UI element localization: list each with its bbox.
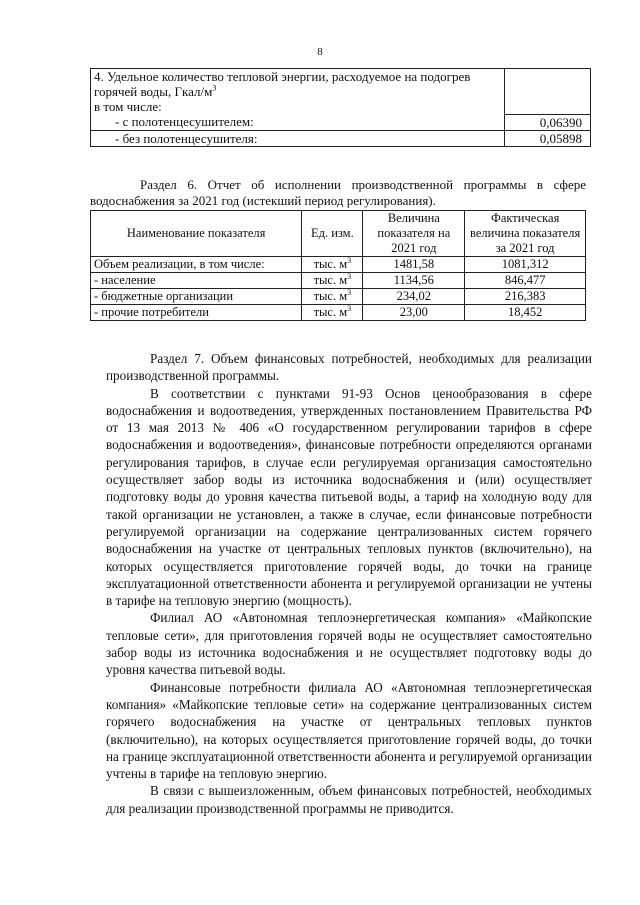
row-fact: 18,452 xyxy=(465,305,586,321)
paragraph: В связи с вышеизложенным, объем финансовых потребностей, необходимых для реализации производственной программы не приводится. xyxy=(106,783,592,816)
row-unit: тыс. $м^3$ xyxy=(302,273,363,289)
row-fact: 846,477 xyxy=(465,273,586,289)
table1-title-sup: 3 xyxy=(212,83,217,93)
row-plan: 23,00 xyxy=(363,305,465,321)
header-unit: Ед. изм. xyxy=(302,211,363,257)
table1-value: 0,05898 xyxy=(505,130,591,146)
table1-including: в том числе: xyxy=(91,99,505,114)
header-fact: Фактическая величина показателя за 2021 год xyxy=(465,211,586,257)
paragraph: В соответствии с пунктами 91-93 Основ ценообразования в сфере водоснабжения и водоотведения, утвержденных постановлением Правительства РФ от 13 мая 2013 № 406 «О государственном регулировании тарифов в сфере водоснабжения и водоотведения», финансовые потребности определяются органами регулирования тарифов, в случае если регулируемая организация самостоятельно осуществляет забор воды из источника водоснабжения и (или) осуществляет подготовку воды до уровня качества питьевой воды, а тариф на холодную воду для такой организации не установлен, а также в случае, если финансовые потребности регулируемой организации на содержание централизованных систем горячего водоснабжения на участке от центральных тепловых пунктов (включительно), на которых осуществляется приготовление горячей воды, до точки на границе эксплуатационной ответственности абонента и регулируемой организации не учтены в тарифе на тепловую энергию (мощность). xyxy=(106,385,592,609)
row-name: - прочие потребители xyxy=(91,305,302,321)
section7-heading: Раздел 7. Объем финансовых потребностей, необходимых для реализации производственной программы. xyxy=(106,351,592,384)
table1-empty-cell xyxy=(505,69,591,100)
table1-title-cell xyxy=(91,69,505,100)
paragraph: Финансовые потребности филиала АО «Автономная теплоэнергетическая компания» «Майкопские тепловые сети» на содержание централизованных систем горячего водоснабжения на участке от центральных тепловых пунктов (включительно), на которых осуществляется приготовление горячей воды, до точки на границе эксплуатационной ответственности абонента и регулируемой организации учтены в тарифе на тепловую энергию. xyxy=(106,679,592,782)
row-name: - население xyxy=(91,273,302,289)
header-name: Наименование показателя xyxy=(91,211,302,257)
row-unit: тыс. $м^3$ xyxy=(302,305,363,321)
section7-body xyxy=(106,350,592,817)
row-name: Объем реализации, в том числе: xyxy=(91,257,302,273)
row-unit: тыс. $м^3$ xyxy=(302,257,363,273)
table1-value: 0,06390 xyxy=(505,114,591,130)
row-unit: тыс. $м^3$ xyxy=(302,289,363,305)
row-fact: 1081,312 xyxy=(465,257,586,273)
table-row xyxy=(91,130,591,146)
table-row xyxy=(91,114,591,130)
table1-label: - без полотенцесушителя: xyxy=(91,130,505,146)
table-row xyxy=(91,305,586,321)
row-fact: 216,383 xyxy=(465,289,586,305)
report-table xyxy=(90,210,586,321)
paragraph: Филиал АО «Автономная теплоэнергетическая компания» «Майкопские тепловые сети», для приготовления горячей воды не осуществляет самостоятельно забор воды из источника водоснабжения и не осуществляет подготовку воды до уровня качества питьевой воды. xyxy=(106,610,592,678)
table-row xyxy=(91,257,586,273)
page-number: 8 xyxy=(317,46,323,58)
row-name: - бюджетные организации xyxy=(91,289,302,305)
row-plan: 1481,58 xyxy=(363,257,465,273)
table1-label: - с полотенцесушителем: xyxy=(91,114,505,130)
row-plan: 234,02 xyxy=(363,289,465,305)
heat-energy-table xyxy=(90,68,591,147)
table1-title: 4. Удельное количество тепловой энергии, расходуемое на подогрев горячей воды, Гкал/м xyxy=(94,69,471,99)
table-row xyxy=(91,273,586,289)
table-row xyxy=(91,289,586,305)
section6-heading: Раздел 6. Отчет об исполнении производственной программы в сфере водоснабжения за 2021 год (истекший период регулирования). xyxy=(90,177,586,208)
table-header-row xyxy=(91,211,586,257)
row-plan: 1134,56 xyxy=(363,273,465,289)
header-plan: Величина показателя на 2021 год xyxy=(363,211,465,257)
